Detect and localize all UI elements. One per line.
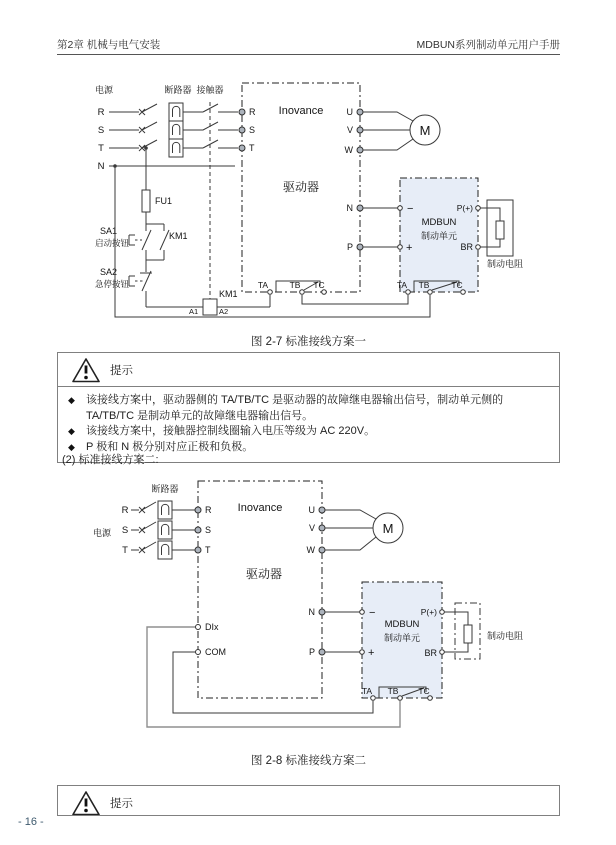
driver-brand-label: Inovance [237,502,283,514]
neutral-label: N [97,161,105,172]
mdbun-label: MDBUN [421,217,457,228]
drv-term-r: R [205,505,212,515]
bu-minus: − [407,203,414,215]
breaker-symbols [131,501,195,559]
drv-ta: TA [257,280,269,290]
breaker-contactor-symbols [109,102,238,299]
bullet-diamond-icon: ◆ [68,426,75,436]
resistor-label: 制动电阻 [487,259,524,269]
header-manual-title: MDBUN系列制动单元用户手册 [416,39,560,51]
note1-bullet-3: ◆ P 极和 N 极分别对应正极和负极。 [68,440,547,456]
drv-term-w: W [344,145,353,155]
phase-r-label: R [121,505,129,516]
fuse-fu1 [142,146,172,224]
dc-bus-wires [325,612,362,652]
drv-term-s: S [249,125,256,135]
braking-unit-label: 制动单元 [383,633,421,643]
fuse-label: FU1 [155,196,173,206]
drv-term-u: U [308,505,315,515]
bu-minus: − [369,607,376,619]
driver-brand-label: Inovance [278,105,324,117]
driver-label: 驱动器 [282,180,320,194]
start-button-sa1 [95,224,188,260]
bu-p-plus: P(+) [420,607,437,617]
bu-tc: TC [451,280,463,290]
coil-a1-label: A1 [189,307,199,316]
warning-triangle-icon [71,357,101,384]
relay-series-wire [302,295,408,304]
dc-bus-wires [363,208,400,247]
sa1-desc: 启动按钮 [95,238,130,248]
bu-br: BR [460,242,473,252]
drv-term-com: COM [205,647,226,657]
braking-unit-box [400,178,478,292]
drv-term-w: W [306,545,315,555]
drv-term-v: V [346,125,353,135]
note1-header [58,353,559,386]
bu-p-plus: P(+) [456,203,473,213]
header-rule [57,54,560,55]
sa2-desc: 急停按钮 [95,279,130,289]
resistor-label: 制动电阻 [487,631,524,641]
bu-tc: TC [418,686,430,696]
drv-tb: TB [289,280,301,290]
power-label: 电源 [95,85,114,95]
power-input [93,505,129,556]
bullet-diamond-icon: ◆ [68,441,75,452]
mdbun-label: MDBUN [384,619,420,630]
contactor-label: 接触器 [196,85,224,95]
stop-button-sa2 [95,260,152,307]
drv-term-dix: DIx [205,622,219,632]
drv-term-s: S [205,525,212,535]
bu-tb: TB [387,686,399,696]
breaker-label: 断路器 [151,484,179,494]
motor-label: M [382,521,394,536]
braking-unit-label: 制动单元 [420,231,458,241]
motor-label: M [419,123,431,138]
drv-tc: TC [313,280,325,290]
bu-ta: TA [361,686,373,696]
note1-bullet-1: ◆ 该接线方案中，驱动器侧的 TA/TB/TC 是驱动器的故障继电器输出信号，制动单元侧的 TA/TB/TC 是制动单元的故障继电器输出信号。 [68,393,547,424]
braking-resistor [480,200,523,269]
driver-box [198,481,322,698]
note-box-2 [57,785,560,816]
note2-title: 提示 [110,798,133,810]
bu-ta: TA [396,280,408,290]
drv-term-n: N [308,607,315,617]
bullet-diamond-icon: ◆ [68,395,75,405]
braking-resistor [444,603,523,659]
section2-heading: (2) 标准接线方案二: [62,454,159,466]
breaker-label: 断路器 [164,85,192,95]
phase-s-label: S [97,125,105,136]
km1-coil [146,289,270,316]
drv-term-u: U [346,107,353,117]
phase-t-label: T [98,143,104,154]
motor [325,510,403,550]
drv-term-v: V [308,523,315,533]
drv-term-p: P [346,242,353,252]
warning-triangle-icon [71,790,101,816]
sa2-label: SA2 [100,267,118,277]
bu-tb: TB [418,280,430,290]
header-chapter: 第2章 机械与电气安装 [57,39,161,51]
figure1-caption: 图 2-7 标准接线方案一 [250,336,366,348]
bu-br: BR [424,648,437,658]
drv-term-t: T [249,143,255,153]
drv-term-t: T [205,545,211,555]
power-input [95,84,114,172]
drv-term-p: P [308,647,315,657]
note1-bullet-2: ◆ 该接线方案中，接触器控制线圈输入电压等级为 AC 220V。 [68,424,547,440]
km1-aux-label: KM1 [169,231,188,241]
phase-r-label: R [97,107,105,118]
figure2-wiring-diagram [85,475,565,750]
driver-label: 驱动器 [245,567,283,581]
note-box-1 [57,352,560,463]
drv-term-r: R [249,107,256,117]
figure2-caption: 图 2-8 标准接线方案二 [250,755,366,767]
note2-header [58,786,559,816]
km1-coil-label: KM1 [219,289,238,299]
motor [363,112,440,150]
braking-unit-box [362,582,442,698]
driver-box [242,83,360,292]
bu-plus: + [368,647,375,659]
figure1-wiring-diagram [85,78,565,328]
page-number: - 16 - [18,816,44,828]
bu-plus: + [406,242,413,254]
note1-title: 提示 [110,365,133,377]
drv-term-n: N [346,203,353,213]
power-label: 电源 [93,528,112,538]
coil-a2-label: A2 [219,307,229,316]
phase-s-label: S [121,525,129,536]
sa1-label: SA1 [100,226,118,236]
phase-t-label: T [122,545,128,556]
